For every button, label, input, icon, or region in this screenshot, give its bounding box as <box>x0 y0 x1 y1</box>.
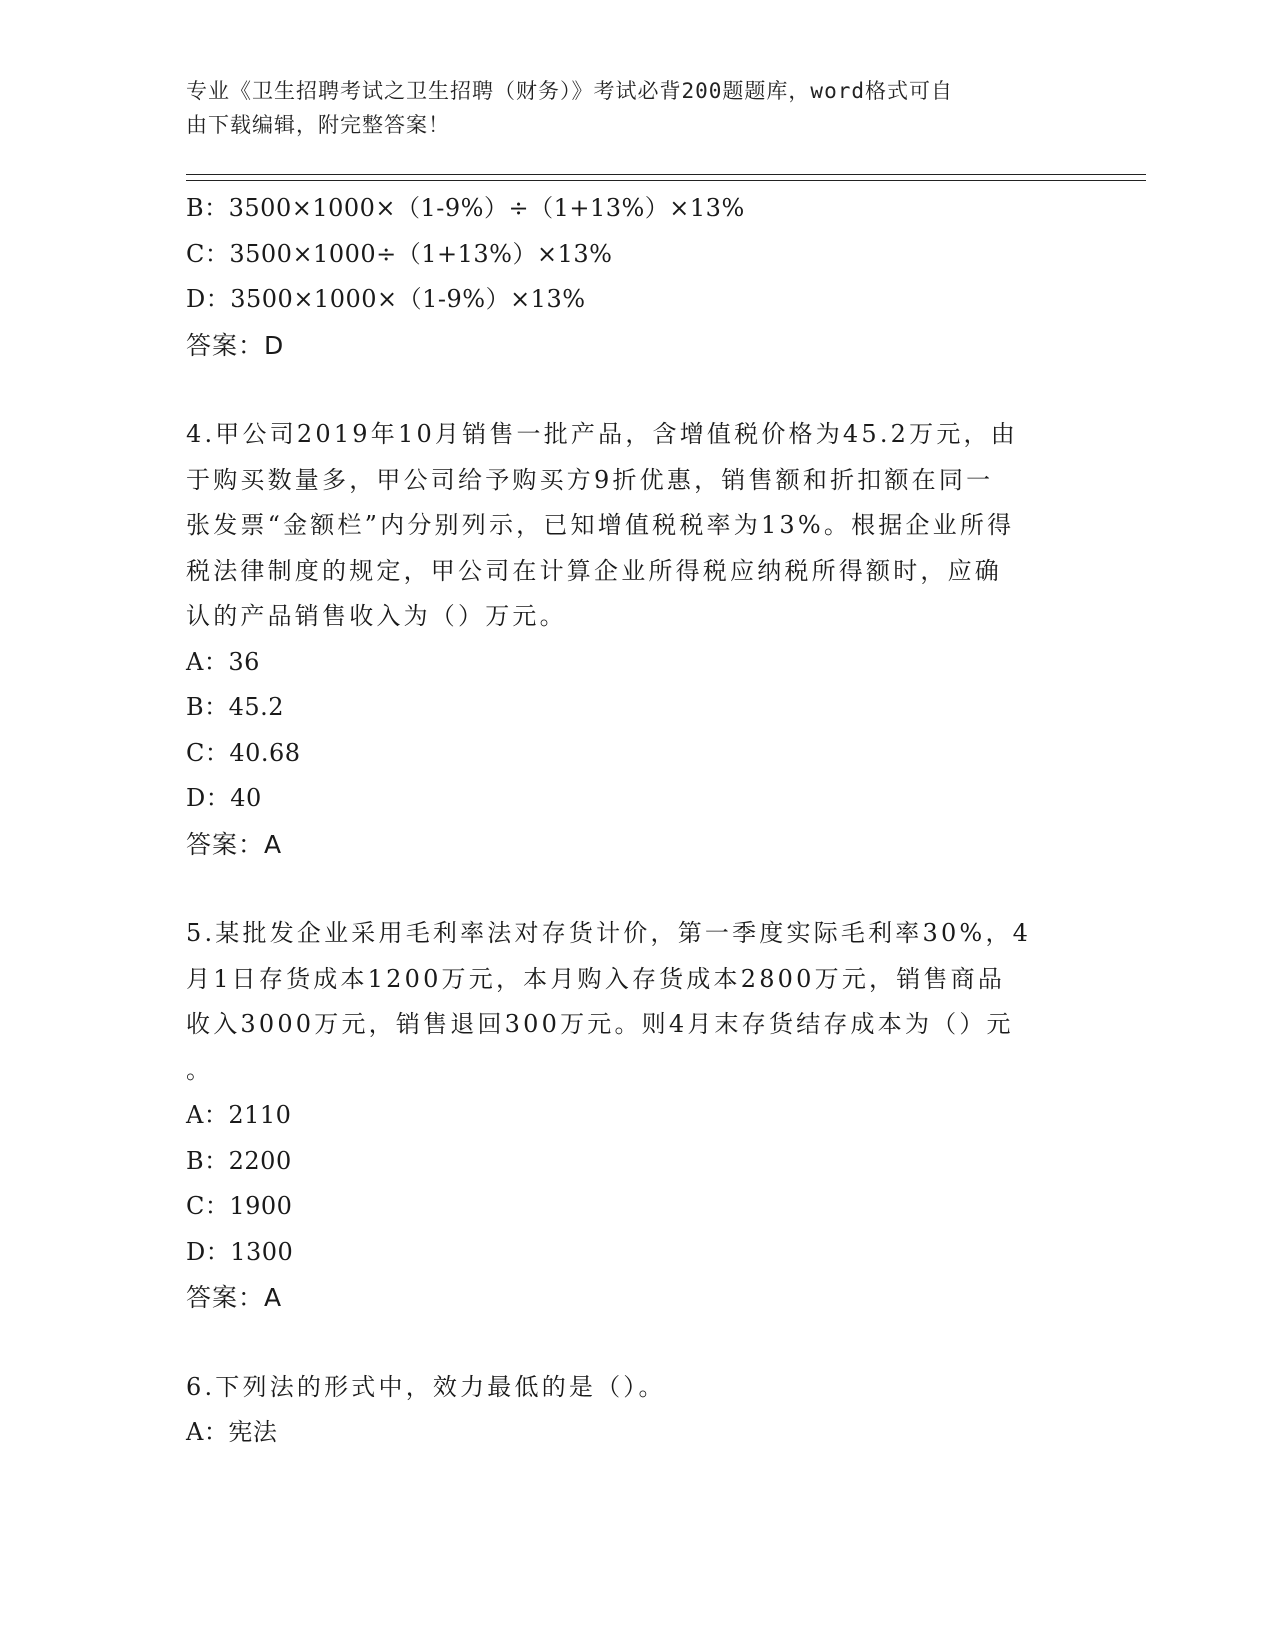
question-text-line: 6.下列法的形式中，效力最低的是（）。 <box>186 1372 666 1401</box>
question-text-line: 月1日存货成本1200万元，本月购入存货成本2800万元，销售商品 <box>186 964 1006 993</box>
question-text-line: 4.甲公司2019年10月销售一批产品，含增值税价格为45.2万元，由 <box>186 420 1018 448</box>
question-6 <box>186 1365 1086 1456</box>
answer: 答案：D <box>186 330 285 360</box>
question-3 <box>186 186 1086 368</box>
option-b: B：2200 <box>186 1146 292 1175</box>
document-body <box>186 186 1086 1456</box>
question-text-line: 5.某批发企业采用毛利率法对存货计价，第一季度实际毛利率30%，4 <box>186 919 1032 947</box>
option-d: D：3500×1000×（1-9%）×13% <box>186 285 586 313</box>
question-text-line: 税法律制度的规定，甲公司在计算企业所得税应纳税所得额时，应确 <box>186 556 1002 585</box>
document-header <box>186 74 1086 142</box>
question-5 <box>186 911 1086 1321</box>
question-4 <box>186 412 1086 867</box>
option-d: D：40 <box>186 784 262 812</box>
option-c: C：40.68 <box>186 738 301 767</box>
question-text-line: 张发票“金额栏”内分别列示，已知增值税税率为13%。根据企业所得 <box>186 511 1015 539</box>
answer: 答案：A <box>186 829 283 859</box>
option-b: B：3500×1000×（1-9%）÷（1+13%）×13% <box>186 194 745 222</box>
option-c: C：1900 <box>186 1192 293 1220</box>
option-d: D：1300 <box>186 1237 294 1266</box>
question-text-line: 认的产品销售收入为（）万元。 <box>186 602 567 630</box>
answer: 答案：A <box>186 1283 283 1312</box>
header-line-2: 由下载编辑，附完整答案！ <box>186 113 450 137</box>
option-a: A：宪法 <box>186 1418 278 1446</box>
question-text-line: 。 <box>186 1055 214 1084</box>
header-line-1: 专业《卫生招聘考试之卫生招聘（财务）》考试必背200题题库，word格式可自 <box>186 79 953 103</box>
option-a: A：36 <box>186 647 260 676</box>
header-divider-top <box>186 174 1146 175</box>
option-a: A：2110 <box>186 1101 292 1129</box>
option-b: B：45.2 <box>186 693 285 721</box>
option-c: C：3500×1000÷（1+13%）×13% <box>186 239 613 268</box>
question-text-line: 于购买数量多，甲公司给予购买方9折优惠，销售额和折扣额在同一 <box>186 465 994 494</box>
header-divider-bottom <box>186 180 1146 181</box>
question-text-line: 收入3000万元，销售退回300万元。则4月末存货结存成本为（）元 <box>186 1010 1014 1038</box>
